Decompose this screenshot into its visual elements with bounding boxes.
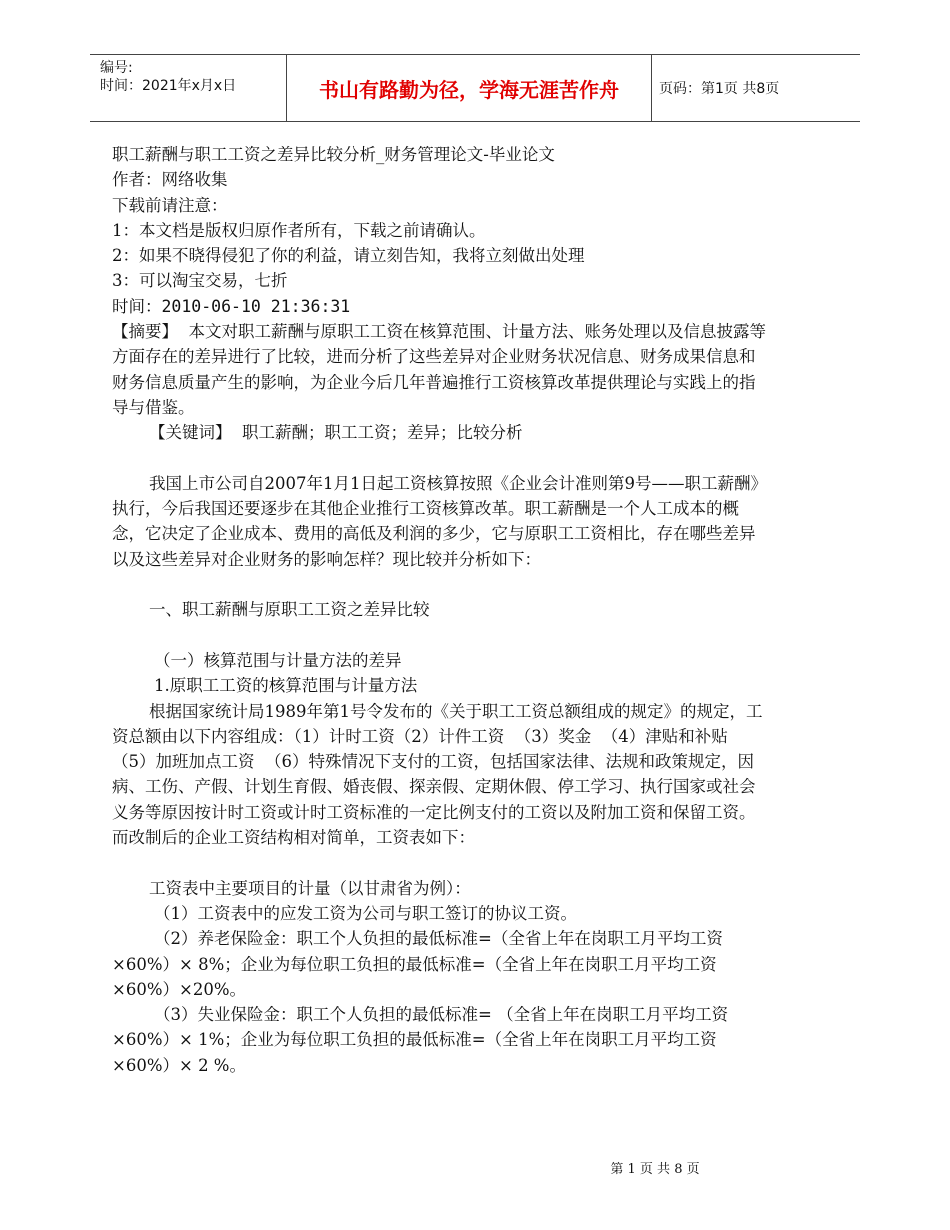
section-heading: 一、职工薪酬与原职工工资之差异比较 bbox=[149, 600, 430, 620]
notice-item: 2：如果不晓得侵犯了你的利益，请立刻告知，我将立刻做出处理 bbox=[112, 246, 585, 266]
header-number-label: 编号: bbox=[100, 60, 133, 76]
body-paragraph: 工资表中主要项目的计量（以甘肃省为例）： bbox=[149, 878, 471, 898]
notice-item: 1：本文档是版权归原作者所有，下载之前请确认。 bbox=[112, 220, 486, 240]
doc-title: 职工薪酬与职工工资之差异比较分析_财务管理论文-毕业论文 bbox=[112, 145, 555, 164]
footer-page-number: 第 1 页 共 8 页 bbox=[610, 1162, 700, 1177]
header-time-label: 时间：2021年x月x日 bbox=[100, 78, 237, 94]
list-item: （2）养老保险金：职工个人负担的最低标准=（全省上年在岗职工月平均工资×60%）× 8%；企业为每位职工负担的最低标准=（全省上年在岗职工月平均工资×60%）×20%。 bbox=[112, 929, 723, 999]
intro-paragraph: 我国上市公司自2007年1月1日起工资核算按照《企业会计准则第9号——职工薪酬》执行，今后我国还要逐步在其他企业推行工资核算改革。职工薪酬是一个人工成本的概念，它决定了企业成本、费用的高低及利润的多少，它与原职工工资相比，存在哪些差异以及这些差异对企业财务的影响怎样？现比较并分析如下： bbox=[112, 473, 767, 569]
list-item: （3）失业保险金：职工个人负担的最低标准= （全省上年在岗职工月平均工资×60%）× 1%；企业为每位职工负担的最低标准=（全省上年在岗职工月平均工资×60%）× 2 %。 bbox=[112, 1005, 729, 1075]
subsection-heading: （一）核算范围与计量方法的差异 bbox=[154, 650, 402, 670]
doc-time: 时间：2010-06-10 21:36:31 bbox=[112, 296, 351, 316]
spacer bbox=[112, 850, 767, 875]
document-body bbox=[112, 142, 767, 1078]
header-motto: 书山有路勤为径，学海无涯苦作舟 bbox=[286, 55, 652, 121]
item-heading: 1.原职工工资的核算范围与计量方法 bbox=[154, 676, 418, 696]
header-page-info: 页码：第1页 共8页 bbox=[659, 81, 780, 97]
notice-item: 3：可以淘宝交易，七折 bbox=[112, 271, 288, 291]
spacer bbox=[112, 446, 767, 471]
abstract: 【摘要】 本文对职工薪酬与原职工工资在核算范围、计量方法、账务处理以及信息披露等方面存在的差异进行了比较，进而分析了这些差异对企业财务状况信息、财务成果信息和财务信息质量产生的影响，为企业今后几年普遍推行工资核算改革提供理论与实践上的指导与借鉴。 bbox=[112, 322, 766, 417]
keywords: 【关键词】 职工薪酬；职工工资；差异；比较分析 bbox=[149, 423, 523, 443]
page-footer bbox=[0, 1158, 950, 1177]
spacer bbox=[112, 572, 767, 597]
notice-heading: 下载前请注意： bbox=[112, 195, 228, 215]
page-header bbox=[90, 54, 860, 122]
list-item: （1）工资表中的应发工资为公司与职工签订的协议工资。 bbox=[154, 903, 577, 923]
body-paragraph: 根据国家统计局1989年第1号令发布的《关于职工工资总额组成的规定》的规定，工资总额由以下内容组成：（1）计时工资（2）计件工资 （3）奖金 （4）津贴和补贴 （5）加班加点工资 （6）特殊情况下支付的工资，包括国家法律、法规和政策规定，因病、工伤、产假、计划生育假、婚丧假、探亲假、定期休假、停工学习、执行国家或社会义务等原因按计时工资或计时工资标准的一定比例支付的工资以及附加工资和保留工资。而改制后的企业工资结构相对简单，工资表如下： bbox=[112, 701, 763, 848]
spacer bbox=[112, 623, 767, 648]
header-meta bbox=[100, 59, 236, 95]
doc-author: 作者：网络收集 bbox=[112, 170, 228, 190]
